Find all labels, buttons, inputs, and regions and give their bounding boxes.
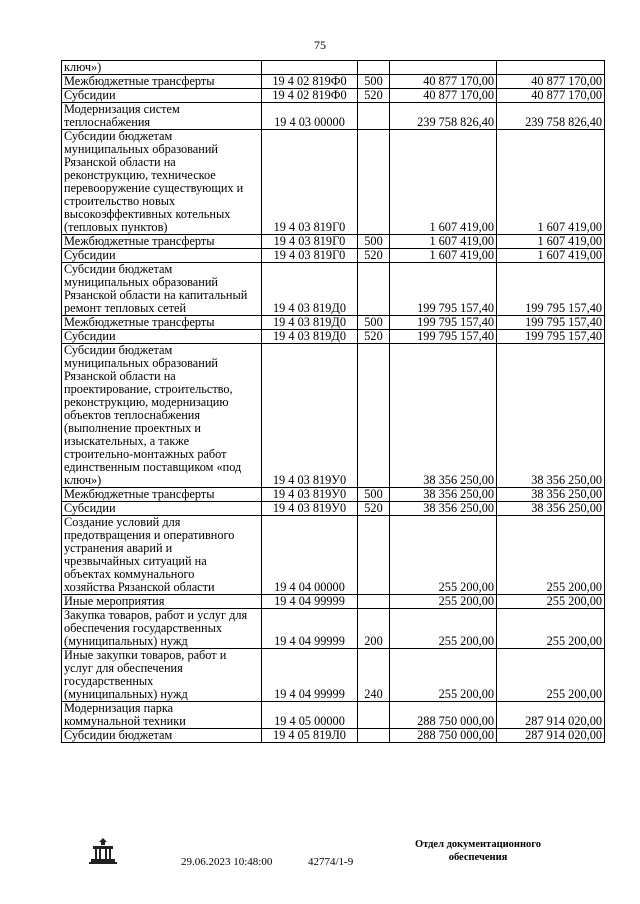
cell-amount-1: 1 607 419,00	[390, 130, 497, 235]
table-row	[62, 649, 605, 702]
cell-code: 19 4 04 99999	[262, 595, 358, 609]
cell-amount-2: 287 914 020,00	[497, 729, 605, 743]
cell-code: 19 4 03 819Г0	[262, 130, 358, 235]
table-row	[62, 502, 605, 516]
cell-expense-type: 520	[358, 502, 390, 516]
table-row	[62, 729, 605, 743]
cell-amount-1: 38 356 250,00	[390, 344, 497, 488]
cell-expense-type	[358, 516, 390, 595]
table-row	[62, 75, 605, 89]
table-row	[62, 595, 605, 609]
cell-amount-2: 255 200,00	[497, 609, 605, 649]
cell-amount-1	[390, 61, 497, 75]
cell-expense-type: 520	[358, 249, 390, 263]
cell-amount-2: 1 607 419,00	[497, 130, 605, 235]
cell-expense-type	[358, 61, 390, 75]
cell-amount-2: 40 877 170,00	[497, 75, 605, 89]
cell-amount-2: 38 356 250,00	[497, 488, 605, 502]
cell-code: 19 4 04 99999	[262, 609, 358, 649]
cell-amount-1: 199 795 157,40	[390, 316, 497, 330]
table-row	[62, 103, 605, 130]
cell-name: Субсидии	[62, 502, 262, 516]
cell-code: 19 4 03 819Г0	[262, 249, 358, 263]
cell-name: Иные закупки товаров, работ и услуг для обеспечения государственных (муниципальных) нужд	[62, 649, 262, 702]
table-row	[62, 89, 605, 103]
cell-amount-2: 38 356 250,00	[497, 344, 605, 488]
cell-name: Создание условий для предотвращения и оперативного устранения аварий и чрезвычайных ситуаций на объектах коммунального хозяйства Рязанской области	[62, 516, 262, 595]
cell-name: Субсидии бюджетам муниципальных образований Рязанской области на проектирование, строительство, реконструкцию, модернизацию объектов теплоснабжения (выполнение проектных и изыскательных, а также строительно-монтажных работ единственным поставщиком «под ключ»)	[62, 344, 262, 488]
cell-amount-1: 40 877 170,00	[390, 89, 497, 103]
cell-expense-type: 520	[358, 330, 390, 344]
cell-name: Субсидии бюджетам муниципальных образований Рязанской области на реконструкцию, техническое перевооружение существующих и строительство новых высокоэффективных котельных (тепловых пунктов)	[62, 130, 262, 235]
cell-amount-1: 288 750 000,00	[390, 729, 497, 743]
cell-amount-2: 38 356 250,00	[497, 502, 605, 516]
cell-expense-type	[358, 344, 390, 488]
cell-amount-1: 255 200,00	[390, 595, 497, 609]
footer-datetime: 29.06.2023 10:48:00	[181, 856, 273, 868]
footer-doc-id: 42774/1-9	[308, 856, 354, 868]
cell-name: Субсидии бюджетам	[62, 729, 262, 743]
cell-expense-type	[358, 729, 390, 743]
cell-amount-2: 1 607 419,00	[497, 249, 605, 263]
cell-name: Модернизация систем теплоснабжения	[62, 103, 262, 130]
cell-amount-2: 1 607 419,00	[497, 235, 605, 249]
cell-name: Субсидии	[62, 330, 262, 344]
cell-amount-1: 199 795 157,40	[390, 263, 497, 316]
table-row	[62, 316, 605, 330]
cell-expense-type: 500	[358, 488, 390, 502]
cell-name: Модернизация парка коммунальной техники	[62, 702, 262, 729]
cell-amount-2: 255 200,00	[497, 516, 605, 595]
table-row	[62, 516, 605, 595]
cell-amount-2: 255 200,00	[497, 649, 605, 702]
cell-amount-1: 255 200,00	[390, 609, 497, 649]
cell-expense-type	[358, 263, 390, 316]
table-row	[62, 249, 605, 263]
cell-expense-type: 240	[358, 649, 390, 702]
cell-name: ключ»)	[62, 61, 262, 75]
coat-of-arms-icon	[86, 836, 120, 866]
cell-amount-1: 1 607 419,00	[390, 235, 497, 249]
cell-amount-1: 38 356 250,00	[390, 488, 497, 502]
table-row	[62, 263, 605, 316]
table-row	[62, 61, 605, 75]
cell-expense-type: 520	[358, 89, 390, 103]
cell-expense-type	[358, 103, 390, 130]
cell-name: Межбюджетные трансферты	[62, 316, 262, 330]
cell-amount-1: 38 356 250,00	[390, 502, 497, 516]
cell-code: 19 4 05 00000	[262, 702, 358, 729]
cell-amount-2: 239 758 826,40	[497, 103, 605, 130]
cell-name: Субсидии	[62, 249, 262, 263]
cell-amount-2	[497, 61, 605, 75]
cell-expense-type	[358, 702, 390, 729]
cell-code: 19 4 04 99999	[262, 649, 358, 702]
cell-amount-2: 199 795 157,40	[497, 263, 605, 316]
cell-expense-type: 500	[358, 316, 390, 330]
cell-code: 19 4 03 00000	[262, 103, 358, 130]
cell-name: Иные мероприятия	[62, 595, 262, 609]
page-number: 75	[314, 38, 326, 52]
cell-code: 19 4 02 819Ф0	[262, 89, 358, 103]
cell-expense-type	[358, 595, 390, 609]
budget-table	[61, 60, 605, 743]
cell-name: Межбюджетные трансферты	[62, 235, 262, 249]
cell-code: 19 4 03 819Д0	[262, 316, 358, 330]
cell-expense-type: 500	[358, 235, 390, 249]
cell-amount-1: 255 200,00	[390, 516, 497, 595]
cell-code: 19 4 03 819Д0	[262, 263, 358, 316]
footer-department: Отдел документационного обеспечения	[414, 839, 542, 863]
cell-code: 19 4 02 819Ф0	[262, 75, 358, 89]
cell-code: 19 4 03 819У0	[262, 344, 358, 488]
cell-code: 19 4 03 819У0	[262, 488, 358, 502]
cell-amount-2: 287 914 020,00	[497, 702, 605, 729]
cell-amount-2: 255 200,00	[497, 595, 605, 609]
cell-name: Закупка товаров, работ и услуг для обеспечения государственных (муниципальных) нужд	[62, 609, 262, 649]
cell-amount-2: 199 795 157,40	[497, 316, 605, 330]
table-row	[62, 330, 605, 344]
cell-code: 19 4 04 00000	[262, 516, 358, 595]
cell-expense-type	[358, 130, 390, 235]
table-row	[62, 702, 605, 729]
table-row	[62, 344, 605, 488]
table-row	[62, 130, 605, 235]
table-row	[62, 488, 605, 502]
cell-code: 19 4 03 819У0	[262, 502, 358, 516]
cell-name: Межбюджетные трансферты	[62, 75, 262, 89]
cell-amount-2: 40 877 170,00	[497, 89, 605, 103]
cell-amount-1: 40 877 170,00	[390, 75, 497, 89]
cell-code: 19 4 05 819Л0	[262, 729, 358, 743]
cell-name: Межбюджетные трансферты	[62, 488, 262, 502]
cell-amount-1: 288 750 000,00	[390, 702, 497, 729]
cell-amount-2: 199 795 157,40	[497, 330, 605, 344]
cell-amount-1: 239 758 826,40	[390, 103, 497, 130]
cell-amount-1: 255 200,00	[390, 649, 497, 702]
cell-expense-type: 200	[358, 609, 390, 649]
cell-name: Субсидии	[62, 89, 262, 103]
cell-name: Субсидии бюджетам муниципальных образований Рязанской области на капитальный ремонт тепловых сетей	[62, 263, 262, 316]
table-row	[62, 235, 605, 249]
cell-code: 19 4 03 819Г0	[262, 235, 358, 249]
cell-expense-type: 500	[358, 75, 390, 89]
cell-amount-1: 199 795 157,40	[390, 330, 497, 344]
cell-amount-1: 1 607 419,00	[390, 249, 497, 263]
cell-code	[262, 61, 358, 75]
table-row	[62, 609, 605, 649]
cell-code: 19 4 03 819Д0	[262, 330, 358, 344]
